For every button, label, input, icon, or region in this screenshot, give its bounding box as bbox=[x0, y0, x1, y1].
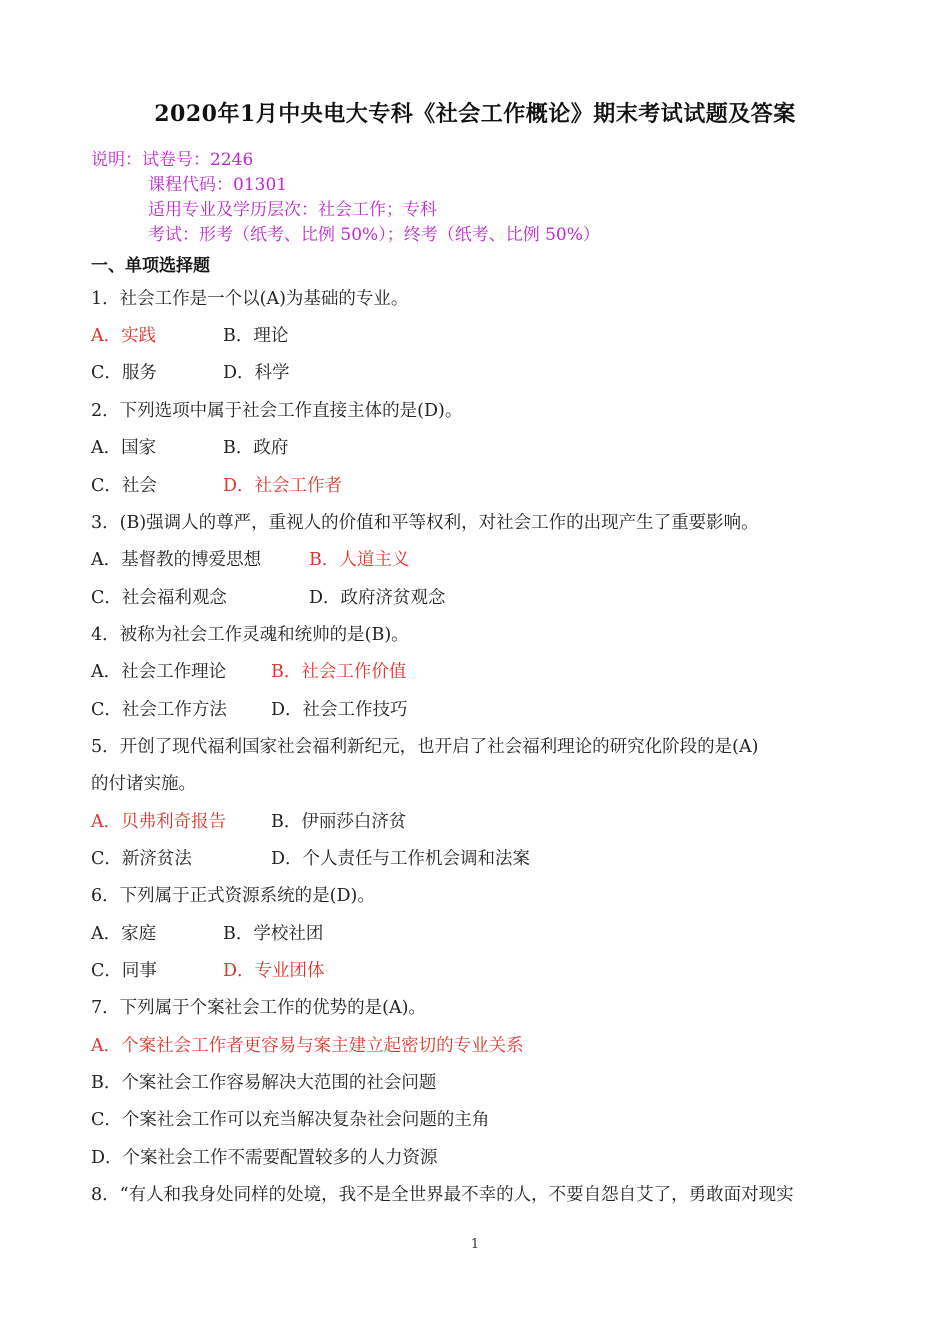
option-answer: A．实践 bbox=[91, 326, 157, 346]
question-5-stem-line-1: 5．开创了现代福利国家社会福利新纪元，也开启了社会福利理论的研究化阶段的是(A) bbox=[91, 737, 759, 757]
option: C．新济贫法 bbox=[91, 849, 192, 869]
question-7-option-a-answer: A．个案社会工作者更容易与案主建立起密切的专业关系 bbox=[91, 1036, 524, 1056]
question-7-option-c: C．个案社会工作可以充当解决复杂社会问题的主角 bbox=[91, 1110, 490, 1130]
option: D．社会工作技巧 bbox=[271, 700, 408, 720]
option: C．服务 bbox=[91, 363, 157, 383]
page-number: 1 bbox=[470, 1237, 480, 1252]
option: D．个人责任与工作机会调和法案 bbox=[271, 849, 531, 869]
question-3-stem: 3．(B)强调人的尊严，重视人的价值和平等权利，对社会工作的出现产生了重要影响。 bbox=[91, 513, 759, 533]
info-line-exam-number: 说明：试卷号：2246 bbox=[91, 150, 254, 170]
option: D．政府济贫观念 bbox=[309, 588, 446, 608]
option: C．同事 bbox=[91, 961, 157, 981]
question-8-stem: 8．“有人和我身处同样的处境，我不是全世界最不幸的人，不要自怨自艾了，勇敢面对现实 bbox=[91, 1185, 794, 1205]
option: C．社会 bbox=[91, 476, 157, 496]
option-answer: B．人道主义 bbox=[309, 550, 410, 570]
option: C．社会工作方法 bbox=[91, 700, 227, 720]
question-2-stem: 2．下列选项中属于社会工作直接主体的是(D)。 bbox=[91, 401, 463, 421]
question-5-stem-line-2: 的付诸实施。 bbox=[91, 774, 196, 794]
option: B．学校社团 bbox=[223, 924, 324, 944]
option: A．社会工作理论 bbox=[91, 662, 227, 682]
option: C．社会福利观念 bbox=[91, 588, 227, 608]
option-answer: A．贝弗利奇报告 bbox=[91, 812, 227, 832]
info-line-exam-format: 考试：形考（纸考、比例 50%）；终考（纸考、比例 50%） bbox=[148, 225, 600, 245]
question-4-stem: 4．被称为社会工作灵魂和统帅的是(B)。 bbox=[91, 625, 409, 645]
question-7-stem: 7．下列属于个案社会工作的优势的是(A)。 bbox=[91, 998, 426, 1018]
option: B．理论 bbox=[223, 326, 289, 346]
option-answer: D．专业团体 bbox=[223, 961, 325, 981]
option: A．基督教的博爱思想 bbox=[91, 550, 262, 570]
question-6-stem: 6．下列属于正式资源系统的是(D)。 bbox=[91, 886, 375, 906]
option: A．家庭 bbox=[91, 924, 157, 944]
question-7-option-b: B．个案社会工作容易解决大范围的社会问题 bbox=[91, 1073, 437, 1093]
option-answer: D．社会工作者 bbox=[223, 476, 343, 496]
info-line-major: 适用专业及学历层次：社会工作；专科 bbox=[148, 200, 437, 220]
option-answer: B．社会工作价值 bbox=[271, 662, 407, 682]
info-line-course-code: 课程代码：01301 bbox=[148, 175, 288, 195]
document-title: 2020年1月中央电大专科《社会工作概论》期末考试试题及答案 bbox=[154, 101, 796, 127]
question-7-option-d: D．个案社会工作不需要配置较多的人力资源 bbox=[91, 1148, 438, 1168]
option: D．科学 bbox=[223, 363, 290, 383]
section-title: 一、单项选择题 bbox=[91, 256, 210, 276]
option: B．政府 bbox=[223, 438, 289, 458]
option: A．国家 bbox=[91, 438, 157, 458]
question-1-stem: 1．社会工作是一个以(A)为基础的专业。 bbox=[91, 289, 409, 309]
option: B．伊丽莎白济贫 bbox=[271, 812, 407, 832]
